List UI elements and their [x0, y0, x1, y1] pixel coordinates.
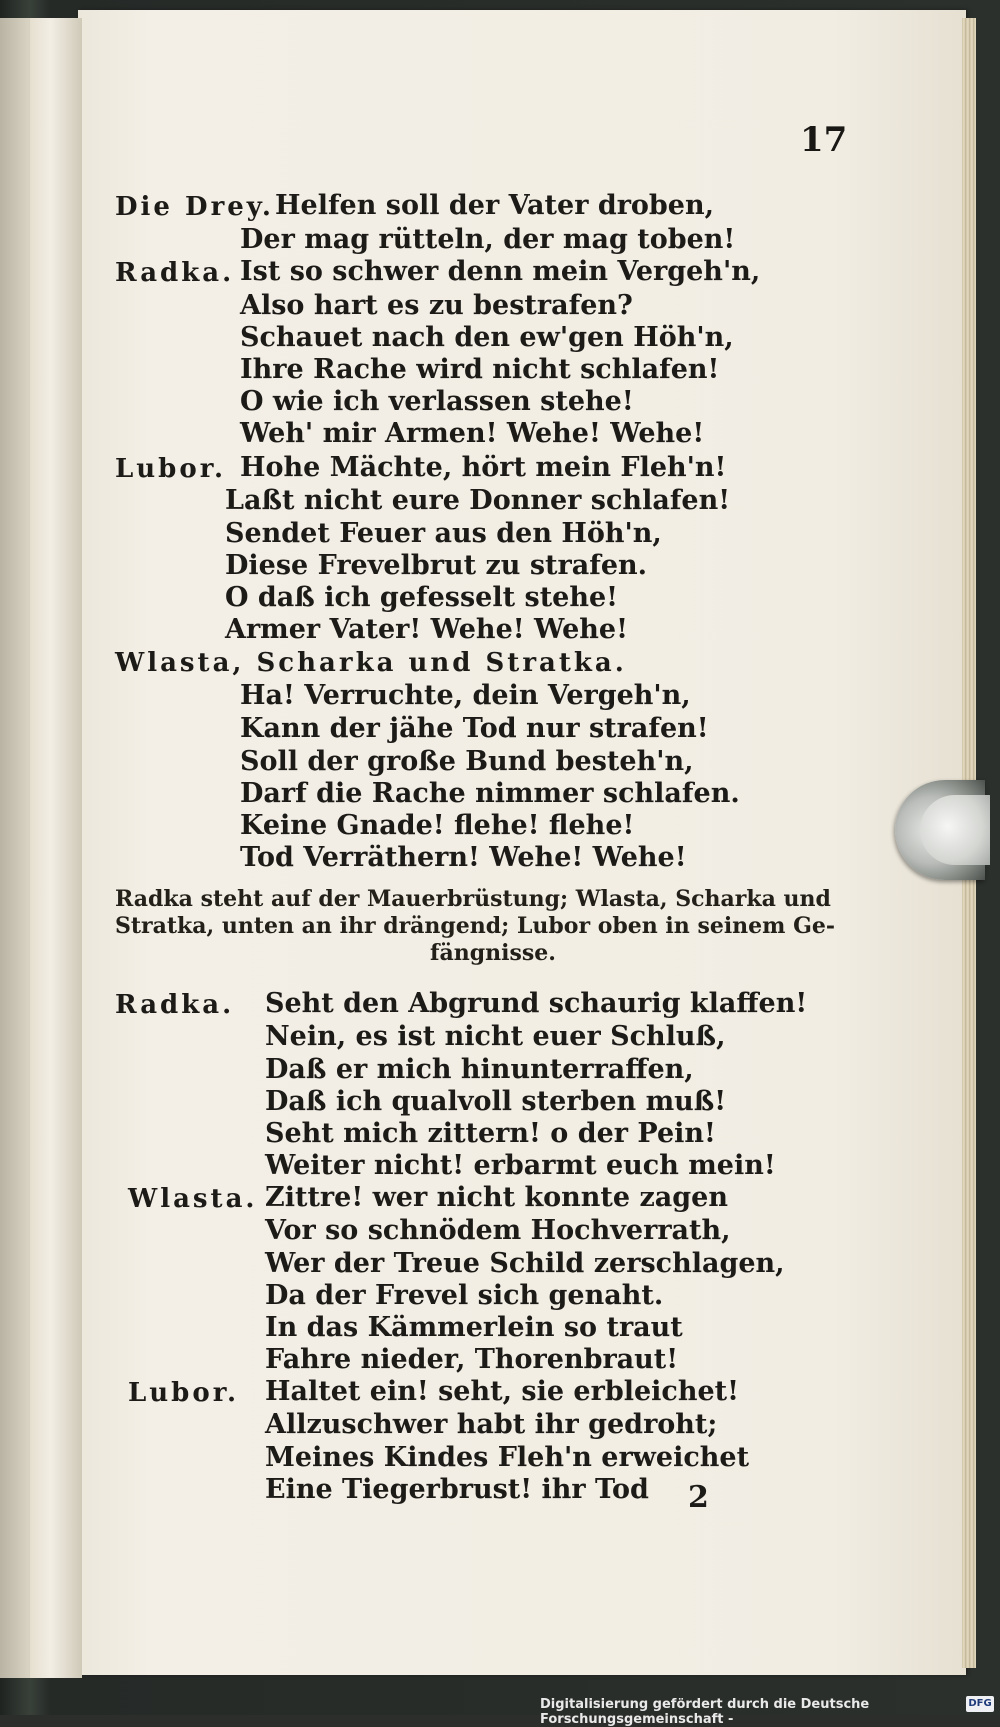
- page-number: 17: [800, 120, 848, 160]
- dfg-logo: DFG: [966, 1696, 994, 1712]
- verse-line: Hohe Mächte, hört mein Fleh'n!: [240, 452, 727, 483]
- verse-line: Nein, es ist nicht euer Schluß,: [265, 1021, 726, 1052]
- verse-line: Daß ich qualvoll sterben muß!: [265, 1086, 727, 1117]
- verse-line: O daß ich gefesselt stehe!: [225, 582, 619, 613]
- verse-line: Daß er mich hinunterraffen,: [265, 1054, 694, 1085]
- verse-line: Keine Gnade! flehe! flehe!: [240, 810, 635, 841]
- signature-mark: 2: [688, 1480, 709, 1515]
- verse-line: Ihre Rache wird nicht schlafen!: [240, 354, 720, 385]
- verse-line: Weh' mir Armen! Wehe! Wehe!: [240, 418, 705, 449]
- verse-line: Der mag rütteln, der mag toben!: [240, 224, 736, 255]
- verse-line: Diese Frevelbrut zu strafen.: [225, 550, 648, 581]
- verse-line: Laßt nicht eure Donner schlafen!: [225, 485, 731, 516]
- page-clip-highlight: [920, 795, 990, 865]
- verse-line: Zittre! wer nicht konnte zagen: [265, 1182, 728, 1213]
- page-gutter: [30, 18, 82, 1678]
- verse-line: Haltet ein! seht, sie erbleichet!: [265, 1376, 739, 1407]
- verse-line: Darf die Rache nimmer schlafen.: [240, 778, 740, 809]
- verse-line: Weiter nicht! erbarmt euch mein!: [265, 1150, 776, 1181]
- speaker-label: Lubor.: [115, 454, 227, 484]
- verse-line: Armer Vater! Wehe! Wehe!: [225, 614, 628, 645]
- verse-line: Allzuschwer habt ihr gedroht;: [265, 1409, 718, 1440]
- stage-direction-line: fängnisse.: [430, 940, 556, 966]
- verse-line: Seht den Abgrund schaurig klaffen!: [265, 988, 808, 1019]
- verse-line: Ist so schwer denn mein Vergeh'n,: [240, 256, 761, 287]
- speaker-label: Radka.: [115, 990, 235, 1020]
- speaker-label: Radka.: [115, 258, 235, 288]
- verse-line: In das Kämmerlein so traut: [265, 1312, 683, 1343]
- verse-line: Wer der Treue Schild zerschlagen,: [265, 1248, 785, 1279]
- verse-line: Helfen soll der Vater droben,: [275, 190, 715, 221]
- verse-line: O wie ich verlassen stehe!: [240, 386, 634, 417]
- verse-line: Fahre nieder, Thorenbraut!: [265, 1344, 679, 1375]
- verse-line: Vor so schnödem Hochverrath,: [265, 1215, 731, 1246]
- stage-direction-line: Radka steht auf der Mauerbrüstung; Wlasta, Scharka und: [115, 886, 831, 912]
- digitization-credit: Digitalisierung gefördert durch die Deutsche Forschungsgemeinschaft -: [540, 1697, 870, 1727]
- verse-line: Schauet nach den ew'gen Höh'n,: [240, 322, 734, 353]
- speaker-label: Lubor.: [128, 1378, 240, 1408]
- verse-line: Seht mich zittern! o der Pein!: [265, 1118, 716, 1149]
- speaker-label: Wlasta, Scharka und Stratka.: [115, 648, 627, 678]
- verse-line: Kann der jähe Tod nur strafen!: [240, 713, 709, 744]
- verse-line: Ha! Verruchte, dein Vergeh'n,: [240, 680, 691, 711]
- stage-direction-line: Stratka, unten an ihr drängend; Lubor oben in seinem Ge-: [115, 913, 836, 939]
- verse-line: Tod Verräthern! Wehe! Wehe!: [240, 842, 687, 873]
- speaker-label: Wlasta.: [128, 1184, 258, 1214]
- verse-line: Soll der große Bund besteh'n,: [240, 746, 694, 777]
- verse-line: Sendet Feuer aus den Höh'n,: [225, 518, 662, 549]
- verse-line: Meines Kindes Fleh'n erweichet: [265, 1442, 750, 1473]
- verse-line: Also hart es zu bestrafen?: [240, 290, 633, 321]
- verse-line: Da der Frevel sich genaht.: [265, 1280, 664, 1311]
- verse-line: Eine Tiegerbrust! ihr Tod: [265, 1474, 649, 1505]
- speaker-label: Die Drey.: [115, 192, 274, 222]
